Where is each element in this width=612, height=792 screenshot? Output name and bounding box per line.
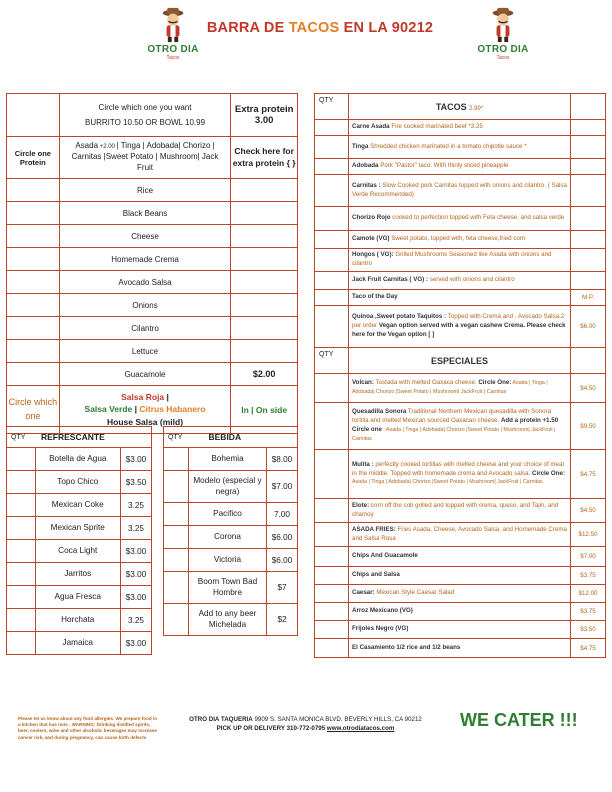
topping-avocado-salsa[interactable]: Avocado Salsa [59, 271, 231, 294]
drink-name: Boom Town Bad Hombre [189, 572, 267, 604]
qty-header: QTY [315, 94, 349, 120]
qty-cell[interactable] [7, 494, 36, 517]
refrescante-title: REFRESCANTE [35, 427, 152, 448]
qty-cell[interactable] [315, 374, 349, 403]
taqueria-name: OTRO DIA TAQUERIA [189, 716, 253, 723]
logo-text: OTRO DIA [147, 44, 199, 55]
qty-cell[interactable] [164, 549, 189, 572]
item-name: Volcan: [352, 379, 374, 387]
table-row [7, 494, 152, 517]
topping-black-beans[interactable]: Black Beans [59, 202, 231, 225]
drink-name: Add to any beer Michelada [189, 604, 267, 636]
drink-price: 3.25 [121, 609, 152, 632]
topping-cheese[interactable]: Cheese [59, 225, 231, 248]
item-option: Vegan option served with a vegan cashew Crema. Please check here for the Vegan option [ ] [352, 322, 566, 338]
table-row [164, 471, 298, 503]
item-price [571, 207, 606, 231]
burrito-bowl-prices[interactable]: BURRITO 10.50 OR BOWL 10.99 [85, 118, 206, 127]
menu-row [315, 603, 606, 621]
item-option: Add a protein +1.50 Circle one [352, 417, 559, 433]
table-row [164, 526, 298, 549]
burrito-order-table [6, 93, 298, 434]
item-name: Frijoles Negro (VG) [352, 625, 409, 632]
table-row [7, 471, 152, 494]
bebida-title: BEBIDA [189, 427, 298, 448]
item-name: Arroz Mexicano (VG) [352, 607, 413, 614]
topping-homemade-crema[interactable]: Homemade Crema [59, 248, 231, 271]
item-name: Chips And Guacamole [352, 552, 418, 559]
item-description: Pork "Pastor" taco. With thinly sliced pineapple [378, 162, 509, 169]
extra-protein-label: Extra protein 3.00 [231, 94, 298, 137]
menu-item [349, 272, 571, 290]
menu-row [315, 374, 606, 403]
table-row [7, 586, 152, 609]
item-description: Mexican Style Caesar Salad [374, 589, 455, 596]
item-name: ASADA FRIES: [352, 525, 396, 533]
item-price [571, 136, 606, 159]
bebida-table [163, 426, 298, 636]
menu-item [349, 547, 571, 567]
item-price: $4.50 [571, 499, 606, 523]
item-price: $7.00 [571, 547, 606, 567]
menu-item [349, 585, 571, 603]
qty-cell[interactable] [315, 403, 349, 450]
table-row [7, 609, 152, 632]
item-description: corn off the cob grilled and topped with crema, queso, and Tajin, and chamoy [352, 501, 559, 518]
item-price: $12.50 [571, 523, 606, 547]
menu-item [349, 249, 571, 272]
drink-name: Topo Chico [35, 471, 121, 494]
drink-price: 3.25 [121, 494, 152, 517]
item-option: Circle One: [478, 379, 512, 387]
item-description: Tostada with melted Oaxaca cheese. [373, 379, 479, 387]
menu-row [315, 272, 606, 290]
item-description: perfectly cooked tortillas with melted cheese and your choice of meat in the middle. Topped with homemade crema and Avocado salsa. [352, 460, 565, 477]
menu-row [315, 159, 606, 175]
drink-name: Mexican Coke [35, 494, 121, 517]
menu-row [315, 249, 606, 272]
drink-name: Mexican Sprite [35, 517, 121, 540]
item-description: Fire cooked marinated beef *3.25 [389, 123, 483, 130]
item-price [571, 120, 606, 136]
menu-row [315, 567, 606, 585]
item-price: $9.50 [571, 403, 606, 450]
refrescante-table [6, 426, 152, 655]
menu-item [349, 603, 571, 621]
item-description: served with onions and cilantro [428, 276, 515, 283]
item-price [571, 249, 606, 272]
footer-address [168, 716, 443, 732]
menu-item [349, 120, 571, 136]
item-choices: : Asada | Tinga | Adobada| Chorizo |Sweet Potato | Mushroom| JackFruit | Carnitas [352, 427, 556, 442]
allergy-warning: Please let us know about any food allergies. We prepare food in a kitchen that has nuts . WARNING: Drinking distilled spirits, beer, coolers, wine and other alcoholic beverages may increase cancer risk, and during pregnancy, can cause birth defects [18, 716, 158, 740]
item-price: $4.75 [571, 639, 606, 658]
menu-row [315, 585, 606, 603]
item-name: Caesar: [352, 589, 375, 596]
qty-cell[interactable] [315, 306, 349, 348]
table-row [164, 572, 298, 604]
item-name: Hongos ( VG): [352, 251, 394, 259]
drink-name: Jamaica [35, 632, 121, 655]
circle-which-label: Circle which one [7, 386, 60, 434]
item-description: cooked to perfection topped with Feta cheese. and salsa verde [390, 214, 565, 221]
drink-name: Agua Fresca [35, 586, 121, 609]
item-name: Jack Fruit Carnitas ( VG) : [352, 276, 428, 283]
menu-row [315, 621, 606, 639]
qty-cell[interactable] [315, 120, 349, 136]
qty-cell[interactable] [315, 585, 349, 603]
drink-name: Horchata [35, 609, 121, 632]
qty-cell[interactable] [315, 290, 349, 306]
menu-item [349, 523, 571, 547]
item-price: $3.75 [571, 603, 606, 621]
item-name: Carne Asada [352, 123, 390, 130]
qty-cell[interactable] [164, 471, 189, 503]
drink-name: Jarritos [35, 563, 121, 586]
website-link[interactable]: www.otrodiatacos.com [326, 725, 395, 732]
salsa-options[interactable]: Salsa Roja | Salsa Verde | Citrus Habanero House Salsa (mild) [59, 386, 231, 434]
item-description: Topped with Crema and , Avocado Salsa.2 per order [352, 313, 565, 329]
logo-right [470, 4, 536, 61]
item-price: $6.00 [571, 306, 606, 348]
menu-item [349, 639, 571, 658]
menu-row [315, 306, 606, 348]
qty-cell[interactable] [164, 604, 189, 636]
qty-header: QTY [164, 427, 189, 448]
drink-price: $3.50 [121, 471, 152, 494]
menu-item [349, 159, 571, 175]
item-name: Chorizo Rojo [352, 214, 391, 221]
drink-price: $2 [267, 604, 298, 636]
item-price [571, 272, 606, 290]
protein-options[interactable]: Asada +2.00 | Tinga | Adobada| Chorizo | Carnitas |Sweet Potato | Mushroom| Jack Fruit [59, 137, 231, 179]
qty-cell[interactable] [7, 540, 36, 563]
pickup-phone: PICK UP OR DELIVERY 310-772-0795 [216, 725, 327, 732]
item-name: Mulita : [352, 460, 374, 468]
menu-item [349, 499, 571, 523]
circle-protein-label: Circle one Protein [7, 137, 60, 179]
table-row [164, 448, 298, 471]
item-price: $3.50 [571, 621, 606, 639]
menu-row [315, 207, 606, 231]
item-name: Quinoa ,Sweet potato Taquitos : [352, 313, 447, 321]
menu-item [349, 450, 571, 499]
menu-row [315, 403, 606, 450]
drink-name: Corona [189, 526, 267, 549]
qty-cell[interactable] [315, 136, 349, 159]
item-name: Camote (VG) [352, 235, 390, 242]
menu-item [349, 136, 571, 159]
table-row [164, 503, 298, 526]
drink-price: $3.00 [121, 632, 152, 655]
topping-onions[interactable]: Onions [59, 294, 231, 317]
qty-cell[interactable] [7, 609, 36, 632]
menu-row [315, 290, 606, 306]
qty-cell[interactable] [315, 523, 349, 547]
item-name: Elote: [352, 501, 370, 509]
menu-item [349, 621, 571, 639]
drink-name: Coca Light [35, 540, 121, 563]
menu-row [315, 523, 606, 547]
qty-cell[interactable] [315, 603, 349, 621]
item-description: Traditional Northern Mexican quesadilla with Sonora tortilla and melted Mexican sourced Oaxacan cheese. [352, 408, 552, 425]
drink-price: $8.00 [267, 448, 298, 471]
qty-cell[interactable] [7, 517, 36, 540]
menu-item [349, 374, 571, 403]
menu-row [315, 231, 606, 249]
qty-cell[interactable] [164, 572, 189, 604]
qty-cell[interactable] [315, 621, 349, 639]
item-name: Tinga [352, 142, 369, 150]
chef-mascot-icon [483, 4, 523, 44]
qty-cell[interactable] [7, 471, 36, 494]
menu-row [315, 120, 606, 136]
menu-item [349, 306, 571, 348]
drink-price: 7.00 [267, 503, 298, 526]
logo-subtext: Tacos [166, 55, 180, 61]
qty-cell[interactable] [315, 249, 349, 272]
tacos-especiales-table [314, 93, 606, 658]
item-description: Sweet potato, topped with, feta cheese,fried corn [389, 235, 526, 242]
drink-price: $6.00 [267, 526, 298, 549]
qty-cell[interactable] [315, 567, 349, 585]
qty-cell[interactable] [315, 159, 349, 175]
menu-item [349, 567, 571, 585]
item-description: Slow Cooked pork Carnitas topped with onions and cilantro. ( Salsa Verde Recommended) [352, 181, 567, 198]
table-row [164, 604, 298, 636]
menu-row [315, 547, 606, 567]
topping-cilantro[interactable]: Cilantro [59, 317, 231, 340]
qty-cell[interactable] [164, 503, 189, 526]
item-description: Fries Asada, Cheese, Avocado Salsa, and Homemade Crema and Salsa Rosa [352, 525, 567, 542]
item-description: Shredded chicken marinated in a tomato chipotle sauce * [368, 142, 527, 150]
in-on-side-option[interactable]: In | On side [231, 386, 298, 434]
menu-row [315, 499, 606, 523]
item-price: M.P. [571, 290, 606, 306]
item-name: El Casamiento 1/2 rice and 1/2 beans [352, 643, 461, 651]
circle-instruction: Circle which one you want [98, 102, 192, 112]
item-name: Quesadilla Sonora [352, 408, 407, 416]
drink-price: $7.00 [267, 471, 298, 503]
qty-cell[interactable] [315, 231, 349, 249]
drink-price: $3.00 [121, 563, 152, 586]
drink-name: Victoria [189, 549, 267, 572]
menu-item [349, 290, 571, 306]
qty-header: QTY [315, 348, 349, 374]
drink-name: Botella de Agua [35, 448, 121, 471]
item-name: Chips and Salsa [352, 571, 400, 578]
table-row [7, 563, 152, 586]
item-price: $3.75 [571, 567, 606, 585]
item-name: Adobada [352, 162, 379, 169]
table-row [7, 540, 152, 563]
topping-guacamole[interactable]: Guacamole [59, 363, 231, 386]
logo-text: OTRO DIA [477, 44, 529, 55]
drink-price: $7 [267, 572, 298, 604]
qty-cell[interactable] [315, 175, 349, 207]
menu-item [349, 403, 571, 450]
topping-rice[interactable]: Rice [59, 179, 231, 202]
street-address: 9909 S. SANTA MONICA BLVD. BEVERLY HILLS, CA 90212 [252, 716, 422, 723]
item-name: Taco of the Day [352, 293, 398, 300]
menu-item [349, 231, 571, 249]
item-price [571, 175, 606, 207]
qty-cell[interactable] [315, 207, 349, 231]
item-price: $4.50 [571, 374, 606, 403]
we-cater-banner: WE CATER !!! [460, 710, 578, 730]
item-price: $4.75 [571, 450, 606, 499]
menu-item [349, 207, 571, 231]
guacamole-price: $2.00 [231, 363, 298, 386]
qty-cell[interactable] [315, 499, 349, 523]
qty-cell[interactable] [7, 563, 36, 586]
qty-header: QTY [7, 427, 36, 448]
qty-cell[interactable] [315, 272, 349, 290]
menu-item [349, 175, 571, 207]
logo-subtext: Tacos [496, 55, 510, 61]
drink-price: $3.00 [121, 540, 152, 563]
qty-cell[interactable] [315, 450, 349, 499]
drink-name: Pacifico [189, 503, 267, 526]
qty-cell[interactable] [7, 586, 36, 609]
menu-row [315, 175, 606, 207]
drink-name: Bohemia [189, 448, 267, 471]
table-row [7, 448, 152, 471]
table-row [7, 632, 152, 655]
item-price [571, 159, 606, 175]
page-title: BARRA DE TACOS EN LA 90212 [206, 20, 434, 36]
drink-price: $3.00 [121, 586, 152, 609]
item-option: Circle One: [532, 469, 566, 477]
qty-cell[interactable] [315, 547, 349, 567]
drink-price: $6.00 [267, 549, 298, 572]
item-name: Carnitas : [352, 181, 381, 189]
qty-cell[interactable] [7, 448, 36, 471]
qty-cell[interactable] [164, 526, 189, 549]
menu-row [315, 450, 606, 499]
item-choices: Asada | Tinga | Adobada| Chorizo |Sweet Potato | Mushroom| JackFruit | Carnitas [352, 380, 548, 395]
topping-lettuce[interactable]: Lettuce [59, 340, 231, 363]
item-price: $12.00 [571, 585, 606, 603]
qty-cell[interactable] [7, 632, 36, 655]
menu-row [315, 639, 606, 658]
qty-cell[interactable] [315, 639, 349, 658]
item-price [571, 231, 606, 249]
drink-name: Modelo (especial y negra) [189, 471, 267, 503]
especiales-title: ESPECIALES [349, 348, 571, 374]
menu-row [315, 136, 606, 159]
item-description: Grilled Mushrooms Seasoned like Asada with onions and cilantro [352, 251, 552, 267]
extra-protein-checkbox[interactable]: Check here for extra protein { } [231, 137, 298, 179]
drink-price: 3.25 [121, 517, 152, 540]
tacos-title: TACOS 2.99* [349, 94, 571, 120]
table-row [7, 517, 152, 540]
qty-cell[interactable] [164, 448, 189, 471]
item-choices: Asada | Tinga | Adobada| Chorizo |Sweet Potato | Mushroom| JackFruit | Carnitas [352, 479, 543, 486]
drink-price: $3.00 [121, 448, 152, 471]
table-row [164, 549, 298, 572]
